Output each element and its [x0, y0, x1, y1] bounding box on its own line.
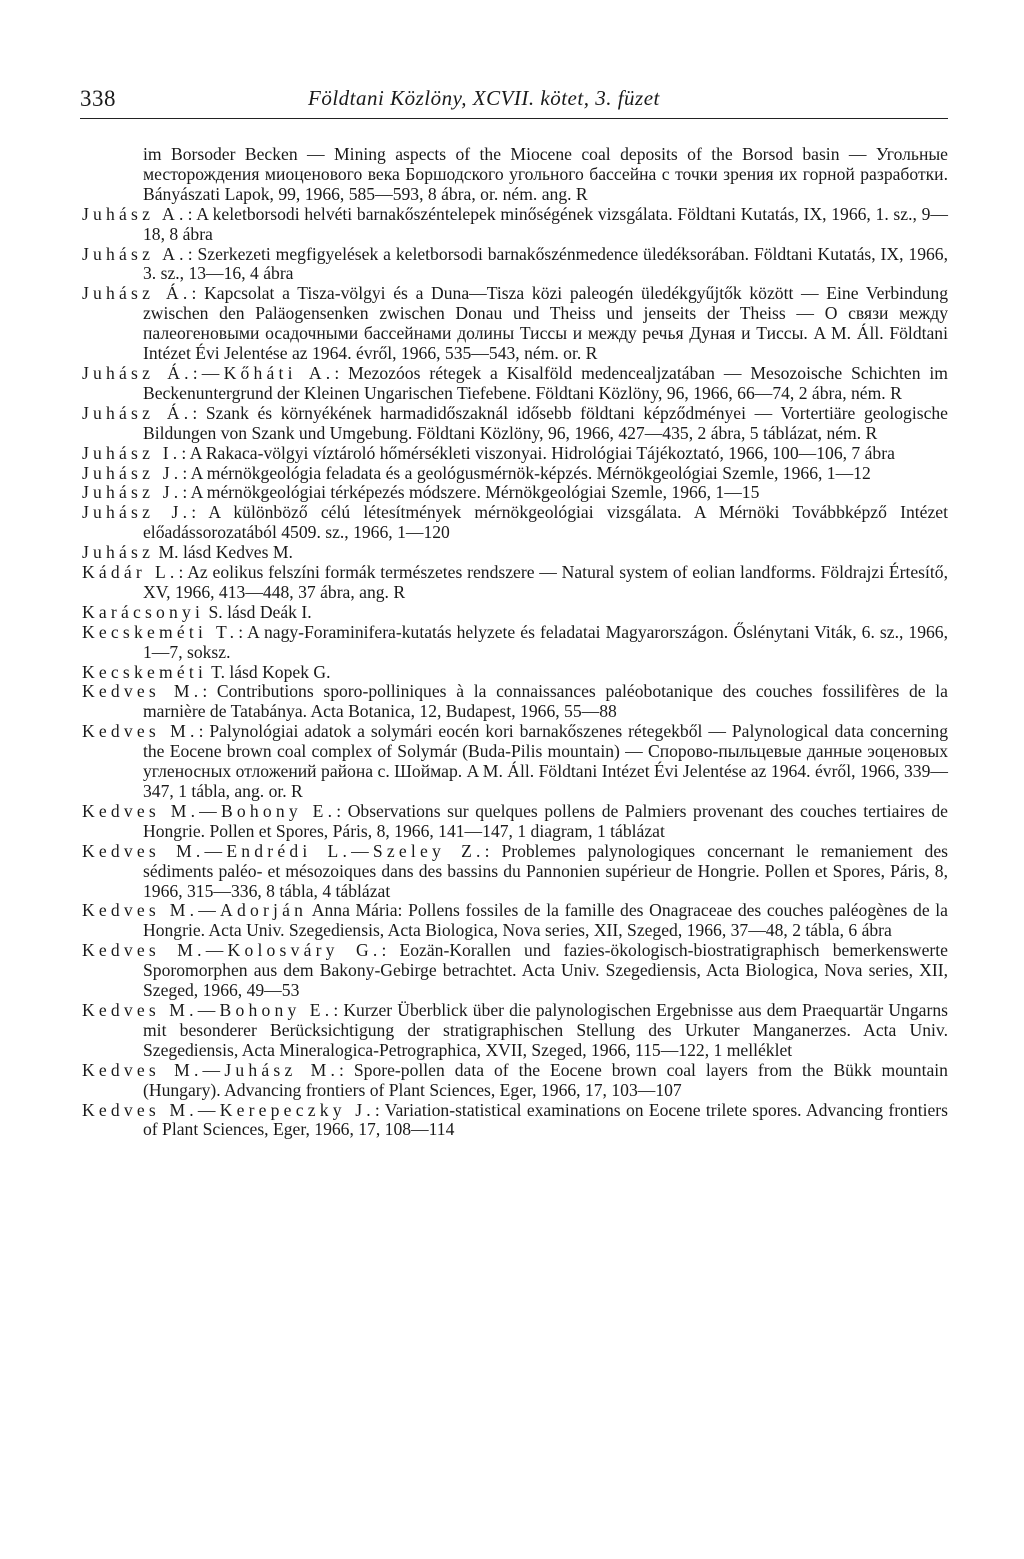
entry-text: : Az eolikus felszíni formák természetes rendszere — Natural system of eolian landforms. Földrajzi Értesítő, XV, 1966, 413—448, 37 ábra, ang. R — [143, 562, 948, 602]
bibliography-entry — [82, 941, 948, 1001]
entry-text: Anna Mária: Pollens fossiles de la famille des Onagraceae des couches paléogènes de la Hongrie. Acta Univ. Szegediensis, Acta Biologica, Nova series, XII, Szeged, 1966, 37—48, 2 tábla, 6 ábra — [143, 900, 948, 941]
bibliography-entry — [82, 503, 948, 543]
entry-author: Kecskeméti T. — [82, 621, 239, 642]
entry-text: : Szerkezeti megfigyelések a keletborsodi barnakőszénmedence üledéksorában. Földtani Kutatás, IX, 1966, 3. sz., 13—16, 4 ábra — [143, 243, 948, 284]
bibliography-entry — [82, 663, 948, 683]
bibliography-entry — [82, 464, 948, 484]
entry-author: Kedves M.—Juhász M. — [82, 1059, 340, 1080]
entry-author: Juhász J. — [82, 462, 183, 483]
entry-text: : Contributions sporo-polliniques à la connaissances paléobotanique des couches fossilifères de la marnière de Tatabánya. Acta Botanica, 12, Budapest, 1966, 55—88 — [143, 681, 948, 722]
entry-author: Kedves M.—Endrédi L.—Szeley Z. — [82, 840, 485, 861]
entry-text: : Palynológiai adatok a solymári eocén kori barnakőszenes rétegekből — Palynological data concerning the Eocene brown coal complex of Solymár (Buda-Pilis mountain) — Спорово-пыльцевые данные эоценовых угленосных отложений района с. Шоймар. A M. Áll. Földtani Intézet Évi Jelentése az 1964. évről, 1966, 339—347, 1 tábla, ang. or. R — [143, 721, 948, 801]
bibliography-entry — [82, 623, 948, 663]
entry-text: : A keletborsodi helvéti barnakőszéntelepek minőségének vizsgálata. Földtani Kutatás, IX, 1966, 1. sz., 9—18, 8 ábra — [143, 203, 948, 244]
entry-text: : Spore-pollen data of the Eocene brown coal layers from the Bükk mountain (Hungary). Advancing frontiers of Plant Sciences, Eger, 1966, 17, 103—107 — [143, 1059, 948, 1100]
page-header — [80, 86, 948, 116]
bibliography-entry — [82, 901, 948, 941]
bibliography-entry — [82, 284, 948, 364]
entry-text: : A Rakaca-völgyi víztároló hőmérsékleti viszonyai. Hidrológiai Tájékoztató, 1966, 100—106, 7 ábra — [181, 442, 895, 463]
bibliography-entry — [82, 1001, 948, 1061]
entry-text: : Szank és környékének harmadidőszaknál idősebb földtani képződményei — Vortertiäre geologische Bildungen von Szank und Umgebung. Földtani Közlöny, 96, 1966, 427—435, 2 ábra, 5 táblázat, ném. R — [143, 402, 948, 443]
bibliography-entry — [82, 444, 948, 464]
bibliography-entry — [82, 563, 948, 603]
entry-text: M. lásd Kedves M. — [154, 542, 293, 563]
entry-author: Kedves M. — [82, 721, 199, 742]
entry-text: : Mezozóos rétegek a Kisalföld medencealjzatában — Mesozoische Schichten im Beckenuntergrund der Kleinen Ungarischen Tiefebene. Földtani Közlöny, 96, 1966, 66—74, 2 ábra, ném. R — [143, 362, 948, 403]
entry-author: Juhász A. — [82, 203, 188, 224]
bibliography-entry — [82, 802, 948, 842]
bibliography-entry — [82, 1101, 948, 1141]
entry-text: : Eozän-Korallen und fazies-ökologisch-biostratigraphisch bemerkenswerte Sporomorphen aus dem Bakony-Gebirge betrachtet. Acta Univ. Szegediensis, Acta Biologica, Nova series, XII, Szeged, 1966, 49—53 — [143, 940, 948, 1001]
bibliography-entry — [82, 205, 948, 245]
entry-text: : A mérnökgeológia feladata és a geológusmérnök-képzés. Mérnökgeológiai Szemle, 1966, 1—12 — [182, 462, 871, 483]
entry-text: S. lásd Deák I. — [204, 601, 312, 622]
entry-author: Juhász A. — [82, 243, 188, 264]
entry-author: Kedves M.—Kerepeczky J. — [82, 1099, 375, 1120]
header-rule — [80, 118, 948, 119]
bibliography-entry — [82, 145, 948, 205]
entry-author: Kedves M.—Bohony E. — [82, 800, 337, 821]
entry-author: Juhász Á. — [82, 402, 193, 423]
entry-author: Kedves M.—Bohony E. — [82, 999, 334, 1020]
bibliography-entry — [82, 842, 948, 902]
entry-author: Juhász J. — [82, 502, 192, 523]
entry-author: Juhász — [82, 542, 155, 563]
bibliography-entry — [82, 364, 948, 404]
entry-text: : A nagy-Foraminifera-kutatás helyzete és feladatai Magyarországon. Őslénytani Viták, 6. sz., 1966, 1—7, soksz. — [143, 621, 948, 662]
bibliography-entry — [82, 245, 948, 285]
bibliography-entry — [82, 722, 948, 802]
bibliography-list — [82, 145, 948, 1140]
bibliography-entry — [82, 1061, 948, 1101]
bibliography-entry — [82, 603, 948, 623]
bibliography-entry — [82, 682, 948, 722]
entry-author: Juhász Á. — [82, 283, 192, 304]
bibliography-entry — [82, 483, 948, 503]
entry-text: : Variation-statistical examinations on Eocene trilete spores. Advancing frontiers of Plant Sciences, Eger, 1966, 17, 108—114 — [143, 1099, 949, 1140]
entry-text: : A mérnökgeológiai térképezés módszere. Mérnökgeológiai Szemle, 1966, 1—15 — [182, 482, 760, 503]
entry-text: im Borsoder Becken — Mining aspects of the Miocene coal deposits of the Borsod basin — Угольные месторождения миоценового века Боршодского угольного бассейна с точки зрения их горной разработки. Bányászati Lapok, 99, 1966, 585—593, 8 ábra, or. ném. ang. R — [143, 144, 948, 204]
entry-author: Juhász Á.:—Kőháti A. — [82, 362, 335, 383]
running-title: Földtani Közlöny, XCVII. kötet, 3. füzet — [308, 86, 660, 110]
entry-text: : A különböző célú létesítmények mérnökgeológiai vizsgálata. A Mérnöki Továbbképző Intézet előadássorozatából 4509. sz., 1966, 1—120 — [143, 502, 948, 543]
entry-author: Juhász J. — [82, 482, 183, 503]
entry-text: : Kurzer Überblick über die palynologischen Ergebnisse aus dem Praequartär Ungarns mit besonderer Berücksichtigung der stratigraphischen Stellung des Urkuter Manganerzes. Acta Univ. Szegediensis, Acta Mineralogica-Petrographica, XVII, Szeged, 1966, 115—122, 1 melléklet — [143, 999, 948, 1060]
entry-author: Karácsonyi — [82, 601, 205, 622]
entry-text: : Kapcsolat a Tisza-völgyi és a Duna—Tisza közi paleogén üledékgyűjtők között — Eine Verbindung zwischen den Paläogensenken zwischen Donau und Theiss und jenseits der Theiss — О связи между палеогеновыми осадочными бассейнами долины Тиссы и между речья Дуная и Тиссы. A M. Áll. Földtani Intézet Évi Jelentése az 1964. évről, 1966, 535—543, ném. or. R — [143, 283, 948, 364]
entry-author: Kedves M. — [82, 681, 203, 702]
entry-author: Kecskeméti — [82, 661, 208, 682]
entry-author: Kedves M.—Adorján — [82, 900, 308, 921]
page-number: 338 — [80, 86, 116, 111]
entry-text: : Problemes palynologiques concernant le remaniement des sédiments paléo- et mésozoiques dans des bassins du Pannonien supérieur de Hongrie. Pollen et Spores, Páris, 8, 1966, 315—336, 8 tábla, 4 táblázat — [143, 840, 948, 901]
entry-text: : Observations sur quelques pollens de Palmiers provenant des couches tertiaires de Hongrie. Pollen et Spores, Páris, 8, 1966, 141—147, 1 diagram, 1 táblázat — [143, 800, 948, 841]
bibliography-entry — [82, 543, 948, 563]
entry-text: T. lásd Kopek G. — [207, 661, 331, 682]
bibliography-entry — [82, 404, 948, 444]
entry-author: Kádár L. — [82, 562, 179, 583]
entry-author: Kedves M.—Kolosváry G. — [82, 940, 382, 961]
entry-author: Juhász I. — [82, 442, 182, 463]
